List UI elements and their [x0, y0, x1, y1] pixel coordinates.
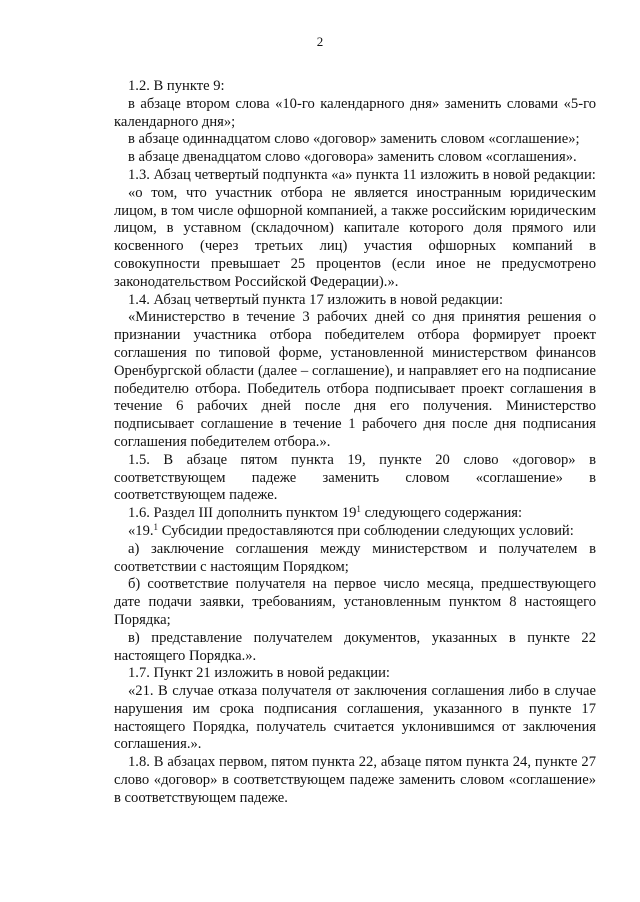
paragraph-1-3: 1.3. Абзац четвертый подпункта «а» пункта 11 изложить в новой редакции:	[128, 166, 596, 183]
paragraph-1-6-pre: 1.6. Раздел III дополнить пунктом 19	[128, 505, 357, 522]
paragraph-1-5: 1.5. В абзаце пятом пункта 19, пункте 20 слово «договор» в соответствующем падеже заменить словом «соглашение» в соответствующем падеже.	[114, 451, 596, 504]
paragraph-1-2: 1.2. В пункте 9:	[128, 78, 225, 94]
document-body	[114, 78, 596, 808]
paragraph-condition-c: в) представление получателем документов, указанных в пункте 22 настоящего Порядка.».	[114, 629, 596, 664]
page-number: 2	[316, 34, 324, 49]
paragraph-1-6	[114, 505, 596, 523]
paragraph-19-1-pre: «19.	[128, 522, 154, 539]
paragraph-1-4-quote: «Министерство в течение 3 рабочих дней со дня принятия решения о признании участника отбора победителем отбора формирует проект соглашения по типовой форме, установленной министерством финансов Оренбургской области (далее – соглашение), и направляет его на подписание победителю отбора. Победитель отбора подписывает проект соглашения в течение 6 рабочих дней после дня его получения. Министерство подписывает соглашение в течение 1 рабочего дня после дня подписания соглашения победителем отбора.».	[114, 309, 596, 450]
paragraph-1-3-quote: «о том, что участник отбора не является иностранным юридическим лицом, в том числе офшорной компанией, а также российским юридическим лицом, в уставном (складочном) капитале которого доля прямого или косвенного (через третьих лиц) участия офшорных компаний в совокупности превышает 25 процентов (если иное не предусмотрено законодательством Российской Федерации).».	[114, 184, 596, 290]
paragraph-1-8: 1.8. В абзацах первом, пятом пункта 22, абзаце пятом пункта 24, пункте 27 слово «договор» в соответствующем падеже заменить словом «соглашение» в соответствующем падеже.	[114, 754, 596, 806]
paragraph-1-7: 1.7. Пункт 21 изложить в новой редакции:	[128, 665, 390, 682]
paragraph-1-2-b: в абзаце одиннадцатом слово «договор» заменить словом «соглашение»;	[128, 131, 580, 148]
paragraph-1-4: 1.4. Абзац четвертый пункта 17 изложить в новой редакции:	[128, 291, 504, 308]
paragraph-19-1	[114, 523, 596, 541]
paragraph-19-1-post: Субсидии предоставляются при соблюдении следующих условий:	[158, 522, 574, 539]
superscript: 1	[356, 504, 361, 515]
paragraph-1-2-a: в абзаце втором слова «10-го календарного дня» заменить словами «5-го календарного дня»;	[114, 95, 596, 130]
paragraph-1-2-c: в абзаце двенадцатом слово «договора» заменить словом «соглашения».	[128, 149, 577, 166]
paragraph-1-6-post: следующего содержания:	[360, 505, 523, 522]
paragraph-condition-b: б) соответствие получателя на первое число месяца, предшествующего дате подачи заявки, требованиям, установленным пунктом 8 настоящего Порядка;	[114, 576, 596, 628]
paragraph-1-7-quote: «21. В случае отказа получателя от заключения соглашения либо в случае нарушения им срока подписания соглашения, указанного в пункте 17 настоящего Порядка, получатель считается уклонившимся от заключения соглашения.».	[114, 683, 596, 753]
paragraph-condition-a: а) заключение соглашения между министерством и получателем в соответствии с настоящим Порядком;	[114, 540, 596, 575]
superscript: 1	[153, 521, 159, 532]
